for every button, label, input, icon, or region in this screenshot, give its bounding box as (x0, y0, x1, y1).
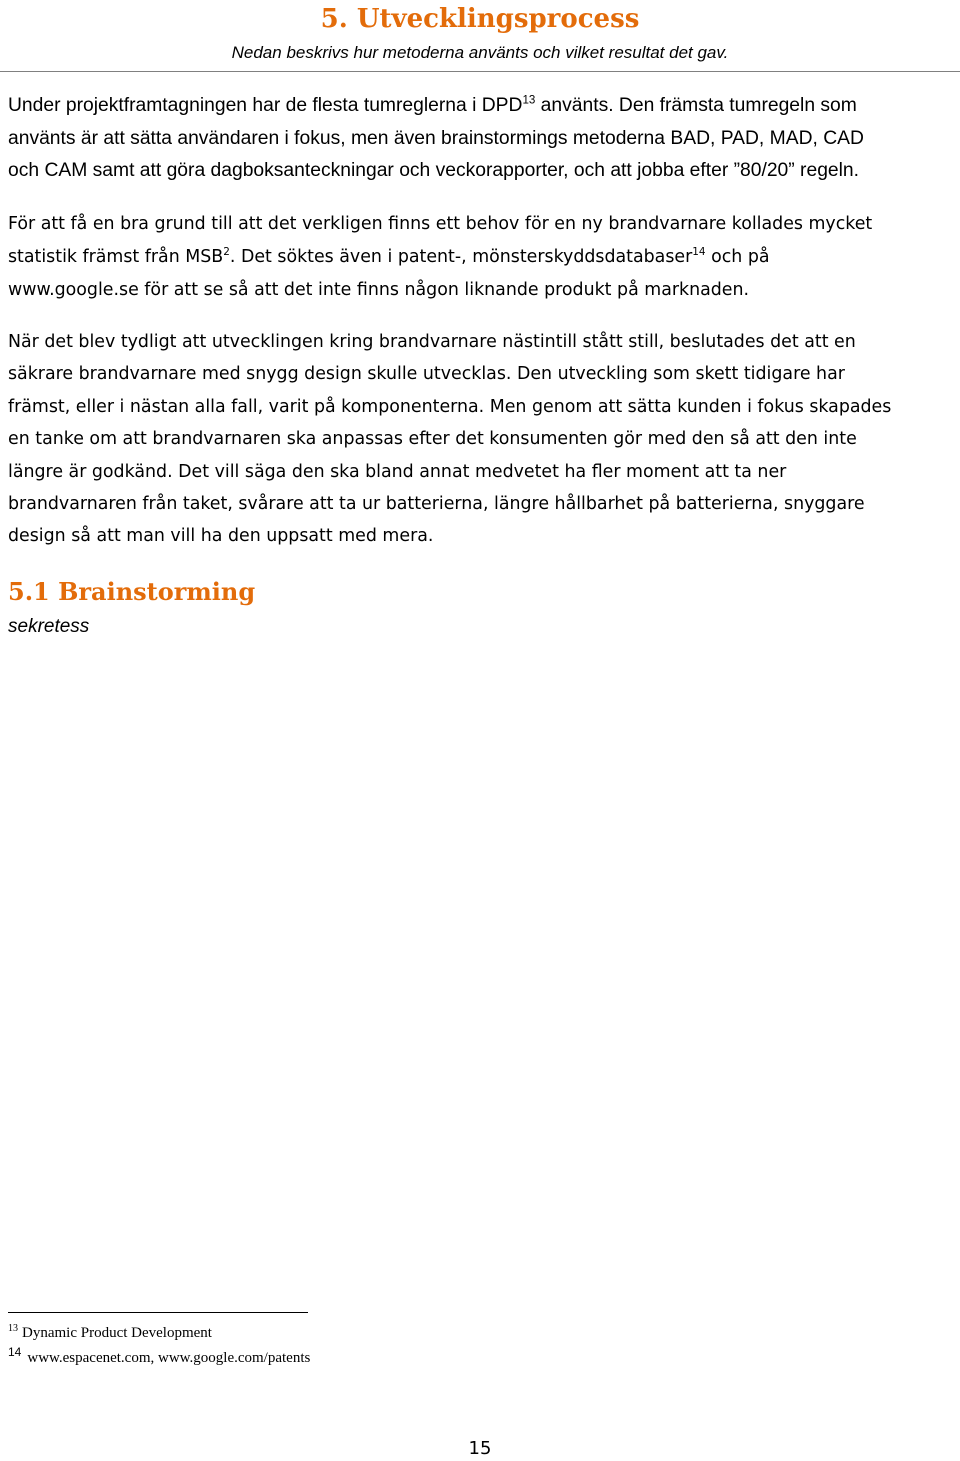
section-heading: 5.1 Brainstorming (8, 577, 256, 606)
paragraph-line (8, 90, 952, 123)
text-run: statistik främst från MSB (8, 247, 224, 267)
footnote-14 (8, 1345, 311, 1368)
footnote-text: www.espacenet.com, www.google.com/patents (27, 1350, 311, 1366)
footnote-text: Dynamic Product Development (22, 1325, 212, 1341)
paragraph-line: När det blev tydligt att utvecklingen kring brandvarnare nästintill stått still, beslutades det att en (8, 332, 856, 352)
text-run: och på (705, 247, 770, 267)
footnote-number: 14 (8, 1345, 22, 1359)
footnote-ref-2[interactable]: 2 (223, 246, 230, 259)
paragraph-line: brandvarnaren från taket, svårare att ta ur batterierna, längre hållbarhet på batterierna, snyggare (8, 494, 865, 515)
header-rule (0, 71, 960, 72)
paragraph-line: och CAM samt att göra dagboksanteckningar och veckorapporter, och att jobba efter ”80/20” regeln. (8, 160, 860, 182)
paragraph-design-goals (8, 326, 952, 553)
paragraph-line: främst, eller i nästan alla fall, varit på komponenterna. Men genom att sätta kunden i fokus skapades (8, 396, 892, 417)
chapter-subtitle: Nedan beskrivs hur metoderna använts och vilket resultat det gav. (231, 43, 729, 62)
paragraph-line: en tanke om att brandvarnaren ska anpassas efter det konsumenten gör med den så att den inte (8, 429, 857, 450)
paragraph-line: längre är godkänd. Det vill säga den ska bland annat medvetet ha fler moment att ta ner (8, 461, 787, 482)
paragraph-dpd-methods (8, 90, 952, 188)
paragraph-line: säkrare brandvarnare med snygg design skulle utvecklas. Den utveckling som skett tidigare har (8, 364, 845, 385)
footnote-13 (8, 1323, 212, 1343)
footnote-number: 13 (8, 1323, 18, 1334)
paragraph-line (8, 241, 952, 274)
text-run: använts. Den främsta tumregeln som (535, 95, 857, 116)
paragraph-line: www.google.se för att se så att det inte finns någon liknande produkt på marknaden. (8, 280, 750, 300)
chapter-title: 5. Utvecklingsprocess (320, 4, 640, 34)
paragraph-line: För att få en bra grund till att det verkligen finns ett behov för en ny brandvarnare kollades mycket (8, 214, 873, 234)
footnote-ref-14[interactable]: 14 (692, 246, 706, 259)
paragraph-line: använts är att sätta användaren i fokus, men även brainstormings metoderna BAD, PAD, MAD, CAD (8, 127, 864, 149)
text-run: Under projektframtagningen har de flesta tumreglerna i DPD (8, 95, 523, 116)
footnote-ref-13[interactable]: 13 (522, 94, 536, 107)
footnote-rule (8, 1312, 308, 1313)
paragraph-line: design så att man vill ha den uppsatt med mera. (8, 526, 434, 547)
page-number: 15 (468, 1438, 492, 1459)
paragraph-research (8, 208, 952, 307)
text-run: . Det söktes även i patent-, mönsterskyddsdatabaser (229, 247, 693, 267)
section-note: sekretess (8, 616, 90, 637)
